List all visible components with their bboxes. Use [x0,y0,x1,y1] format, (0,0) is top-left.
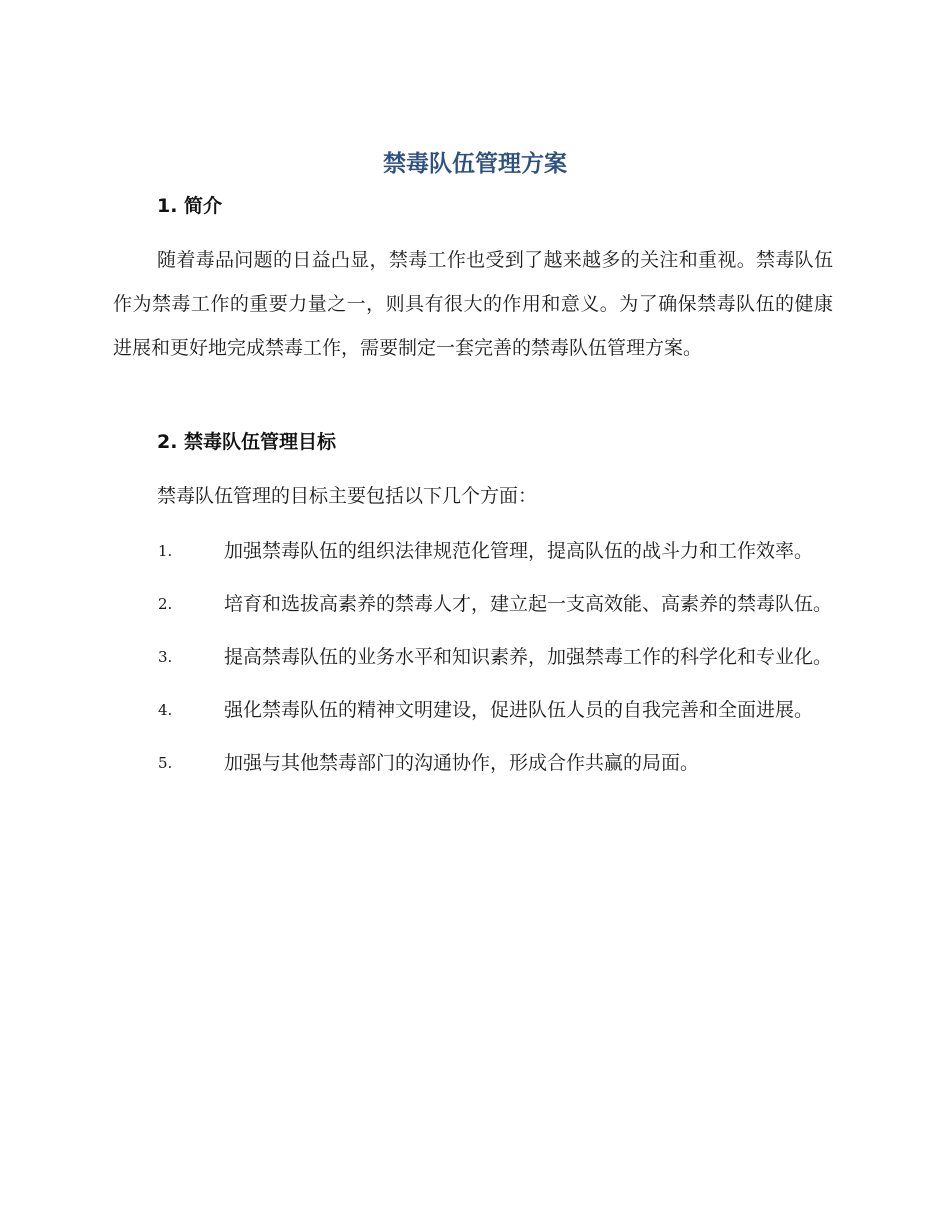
list-item-number: 4. [158,701,173,719]
list-item-text: 加强禁毒队伍的组织法律规范化管理，提高队伍的战斗力和工作效率。 [224,540,814,562]
goals-intro-paragraph: 禁毒队伍管理的目标主要包括以下几个方面： [157,485,538,507]
list-item-text: 培育和选拔高素养的禁毒人才，建立起一支高效能、高素养的禁毒队伍。 [224,593,833,615]
intro-paragraph: 随着毒品问题的日益凸显，禁毒工作也受到了越来越多的关注和重视。禁毒队伍作为禁毒工作的重要力量之一，则具有很大的作用和意义。为了确保禁毒队伍的健康进展和更好地完成禁毒工作，需要制定一套完善的禁毒队伍管理方案。 [113,249,833,359]
document-title: 禁毒队伍管理方案 [383,151,567,177]
list-item-number: 2. [158,595,173,613]
section-heading-goals: 2. 禁毒队伍管理目标 [157,431,337,453]
list-item-number: 1. [158,542,173,560]
list-item [113,741,833,785]
list-item [113,688,833,732]
list-item-text: 强化禁毒队伍的精神文明建设，促进队伍人员的自我完善和全面进展。 [224,699,814,721]
list-item [113,635,833,679]
list-item-text: 提高禁毒队伍的业务水平和知识素养，加强禁毒工作的科学化和专业化。 [224,646,833,668]
list-item-text: 加强与其他禁毒部门的沟通协作，形成合作共赢的局面。 [224,752,700,774]
list-item-number: 3. [158,648,173,666]
section-heading-intro: 1. 简介 [157,195,223,217]
list-item [113,582,833,626]
list-item-number: 5. [158,754,173,772]
list-item [113,529,833,573]
goals-list [113,529,833,794]
